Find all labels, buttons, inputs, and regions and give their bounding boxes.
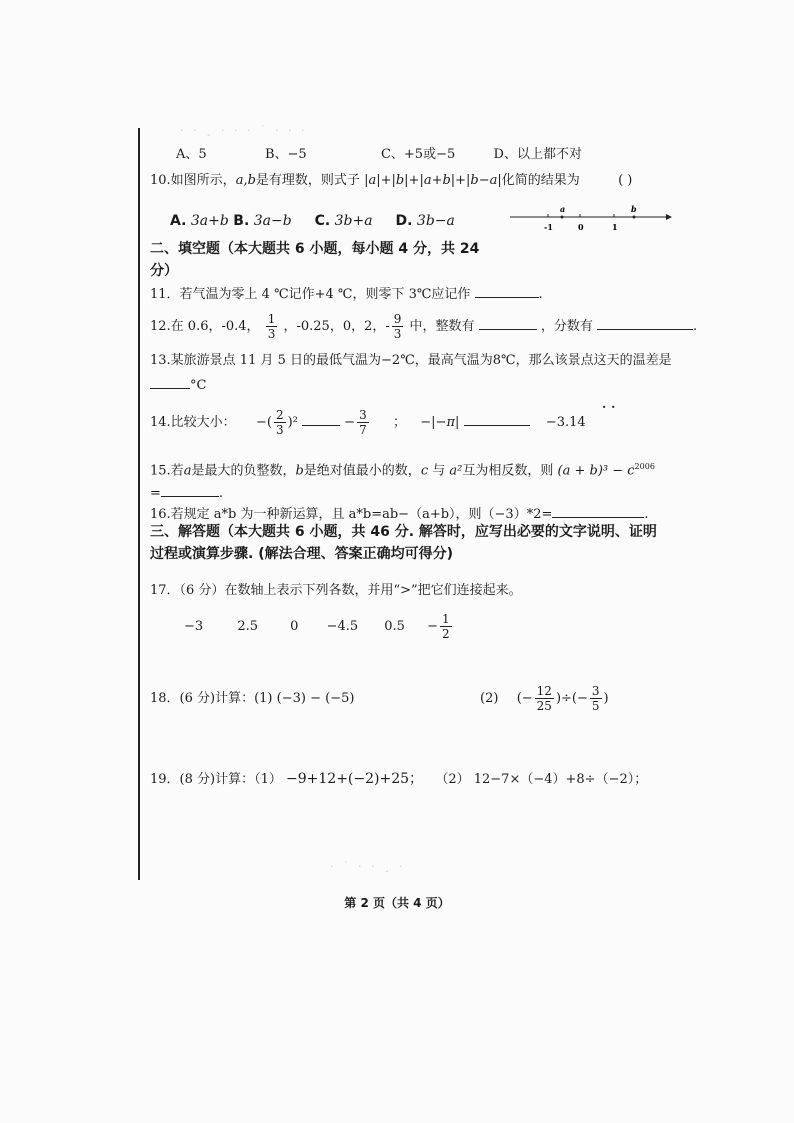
q18 bbox=[150, 690, 354, 708]
q10-option-label: D. bbox=[395, 213, 413, 229]
q15-var: a² bbox=[449, 463, 463, 479]
q14-blank-2[interactable] bbox=[464, 413, 530, 426]
tick-label: 1 bbox=[612, 222, 618, 232]
q19 bbox=[150, 770, 647, 789]
q16 bbox=[150, 505, 649, 524]
q9-option-c: C、+5或−5 bbox=[380, 147, 456, 162]
q12-text: 中，整数有 bbox=[409, 319, 475, 334]
repeating-decimal-dots: ·· bbox=[602, 400, 621, 414]
q17-numbers bbox=[184, 612, 454, 641]
q10-text: 化简的结果为 bbox=[501, 173, 580, 188]
q15-var: c bbox=[420, 463, 429, 479]
q9-option-d: D、以上都不对 bbox=[493, 147, 582, 162]
q10-stem bbox=[150, 172, 632, 190]
q18-fraction bbox=[535, 684, 554, 713]
q18-expr: )÷(− bbox=[555, 691, 588, 706]
q10-option-b: 3a−b bbox=[253, 213, 292, 229]
q10-vars: a,b bbox=[235, 173, 256, 188]
q19-text: 19．(8 分)计算：（1） bbox=[150, 772, 282, 787]
q10-expression: |a|+|b|+|a+b|+|b−a| bbox=[364, 173, 502, 188]
q17-num: 2.5 bbox=[237, 619, 258, 634]
q14 bbox=[150, 408, 586, 437]
q10-option-label: B. bbox=[233, 213, 250, 229]
q15-text: 15.若 bbox=[150, 463, 184, 479]
q17: 17．（6 分）在数轴上表示下列各数，并用“>”把它们连接起来。 bbox=[150, 583, 522, 598]
q13-low: −2℃ bbox=[381, 353, 415, 368]
q11-text: 11．若气温为零上 4 ℃记作+4 ℃，则零下 3℃应记作 bbox=[150, 287, 471, 302]
q18-expr: ) bbox=[603, 691, 609, 706]
scan-noise: · · ¸ · · · ˙ · · · bbox=[180, 124, 308, 137]
q10-answer-paren: ( ) bbox=[618, 173, 633, 188]
q18-expr-1: (−3) − (−5) bbox=[276, 691, 355, 706]
q12-fraction bbox=[266, 312, 278, 341]
q10-option-label: A. bbox=[170, 213, 187, 229]
q14-blank-1[interactable] bbox=[302, 413, 340, 426]
q14-sign: − bbox=[344, 415, 356, 430]
q15-var: a bbox=[183, 463, 192, 479]
q18-part-label: (2) bbox=[480, 691, 499, 706]
q17-num: −4.5 bbox=[326, 619, 359, 634]
den: 3 bbox=[275, 423, 284, 437]
num: 3 bbox=[591, 684, 600, 698]
q18-part2 bbox=[480, 684, 609, 713]
q18-expr: (− bbox=[516, 691, 533, 706]
q14-fraction bbox=[357, 408, 369, 437]
q10-text: 是有理数，则式子 bbox=[255, 173, 360, 188]
section3-heading-cont: 过程或演算步骤. (解法合理、答案正确均可得分) bbox=[150, 546, 453, 562]
q9-option-a: A、5 bbox=[176, 147, 207, 162]
page-footer: 第 2 页（共 4 页） bbox=[344, 896, 450, 910]
point-b bbox=[633, 216, 636, 219]
q14-expr: −3.14 bbox=[545, 415, 586, 430]
den: 2 bbox=[442, 627, 450, 641]
q12-fraction-blank[interactable] bbox=[597, 317, 693, 330]
num: 1 bbox=[267, 312, 276, 326]
number-line-arrow bbox=[666, 214, 672, 220]
q19-expr-1: −9+12+(−2)+25； bbox=[286, 771, 424, 787]
q14-expr: −|−π| bbox=[420, 415, 460, 430]
q15-exponent: 2006 bbox=[634, 462, 655, 471]
q17-num: −3 bbox=[184, 619, 204, 634]
q9-option-b: B、−5 bbox=[264, 147, 307, 162]
q10-option-label: C. bbox=[314, 213, 331, 229]
q13-text: ，那么该景点这天的温差是 bbox=[515, 353, 672, 368]
section3-heading: 三、解答题（本大题共 6 小题，共 46 分. 解答时，应写出必要的文字说明、证明 bbox=[150, 524, 657, 540]
q15-answer-blank[interactable] bbox=[161, 484, 219, 497]
q15-end: . bbox=[218, 486, 224, 501]
q17-sign: − bbox=[427, 619, 439, 634]
scan-noise: · ˙ · · ¸ · bbox=[330, 860, 406, 873]
q12-text: ，-0.25，0，2，- bbox=[283, 319, 390, 334]
num: 9 bbox=[393, 312, 402, 326]
q17-fraction bbox=[440, 612, 452, 641]
q15-text: 是最大的负整数， bbox=[191, 463, 296, 479]
q17-num: 0 bbox=[290, 619, 299, 634]
q16-answer-blank[interactable] bbox=[552, 505, 644, 518]
q9-options bbox=[176, 146, 582, 164]
q12 bbox=[150, 312, 697, 341]
label-b: b bbox=[631, 204, 637, 214]
q16-text: 16.若规定 a*b 为一种新运算，且 a*b=ab−（a+b），则（−3）*2= bbox=[150, 507, 553, 522]
q19-expr-2: 12−7×（−4）+8÷（−2）； bbox=[473, 772, 648, 787]
num: 2 bbox=[275, 408, 284, 422]
q10-number-line bbox=[508, 203, 674, 233]
den: 5 bbox=[591, 699, 600, 713]
num: 12 bbox=[536, 684, 552, 698]
q16-end: . bbox=[644, 507, 649, 522]
q13-unit: °C bbox=[190, 378, 207, 393]
q11-end: . bbox=[538, 287, 543, 302]
q10-options bbox=[170, 212, 455, 230]
num: 3 bbox=[359, 408, 367, 422]
num: 1 bbox=[442, 612, 450, 626]
q14-expr: )² bbox=[287, 415, 298, 430]
q14-text: 14.比较大小： bbox=[150, 415, 236, 430]
den: 25 bbox=[536, 699, 552, 713]
q10-option-c: 3b+a bbox=[334, 213, 373, 229]
section2-heading: 二、填空题（本大题共 6 小题，每小题 4 分，共 24 bbox=[150, 241, 480, 257]
point-a bbox=[561, 216, 564, 219]
den: 3 bbox=[267, 327, 276, 341]
q10-option-a: 3a+b bbox=[190, 213, 229, 229]
q15 bbox=[150, 458, 655, 480]
tick-label: 0 bbox=[578, 222, 584, 232]
q15-var: b bbox=[295, 463, 304, 479]
q15-text: 互为相反数，则 bbox=[462, 463, 554, 479]
q13 bbox=[150, 352, 672, 370]
q12-text: 12.在 0.6，-0.4， bbox=[150, 319, 260, 334]
section2-heading-cont: 分） bbox=[150, 263, 178, 279]
q13-answer bbox=[150, 376, 206, 395]
q13-high: 8℃ bbox=[492, 353, 516, 368]
q10-text: 10.如图所示， bbox=[150, 173, 236, 188]
q10-option-d: 3b−a bbox=[416, 213, 455, 229]
q15-text: 是绝对值最小的数， bbox=[303, 463, 421, 479]
q15-answer bbox=[150, 484, 223, 503]
q11-answer-blank[interactable] bbox=[475, 285, 539, 298]
binding-margin-line bbox=[138, 128, 140, 880]
q13-answer-blank[interactable] bbox=[150, 376, 190, 389]
q13-text: ，最高气温为 bbox=[414, 353, 493, 368]
q12-text: ，分数有 bbox=[540, 319, 593, 334]
den: 3 bbox=[393, 327, 402, 341]
q17-num: 0.5 bbox=[384, 619, 405, 634]
q12-fraction bbox=[392, 312, 404, 341]
q18-text: 18．(6 分)计算：(1) bbox=[150, 691, 273, 706]
q15-equals: = bbox=[150, 486, 161, 501]
q14-expr: −( bbox=[255, 415, 272, 430]
q12-integer-blank[interactable] bbox=[479, 317, 537, 330]
q15-text: 与 bbox=[432, 463, 446, 479]
q19-part-label: （2） bbox=[435, 772, 470, 787]
tick-label: -1 bbox=[544, 222, 553, 232]
q13-text: 13.某旅游景点 11 月 5 日的最低气温为 bbox=[150, 353, 382, 368]
q15-expression: (a + b)³ − c bbox=[557, 463, 635, 479]
q18-fraction bbox=[590, 684, 602, 713]
q11 bbox=[150, 285, 543, 304]
q12-end: . bbox=[693, 319, 698, 334]
label-a: a bbox=[560, 204, 566, 214]
q14-sep: ； bbox=[392, 415, 406, 430]
den: 7 bbox=[359, 423, 367, 437]
q14-fraction bbox=[274, 408, 286, 437]
